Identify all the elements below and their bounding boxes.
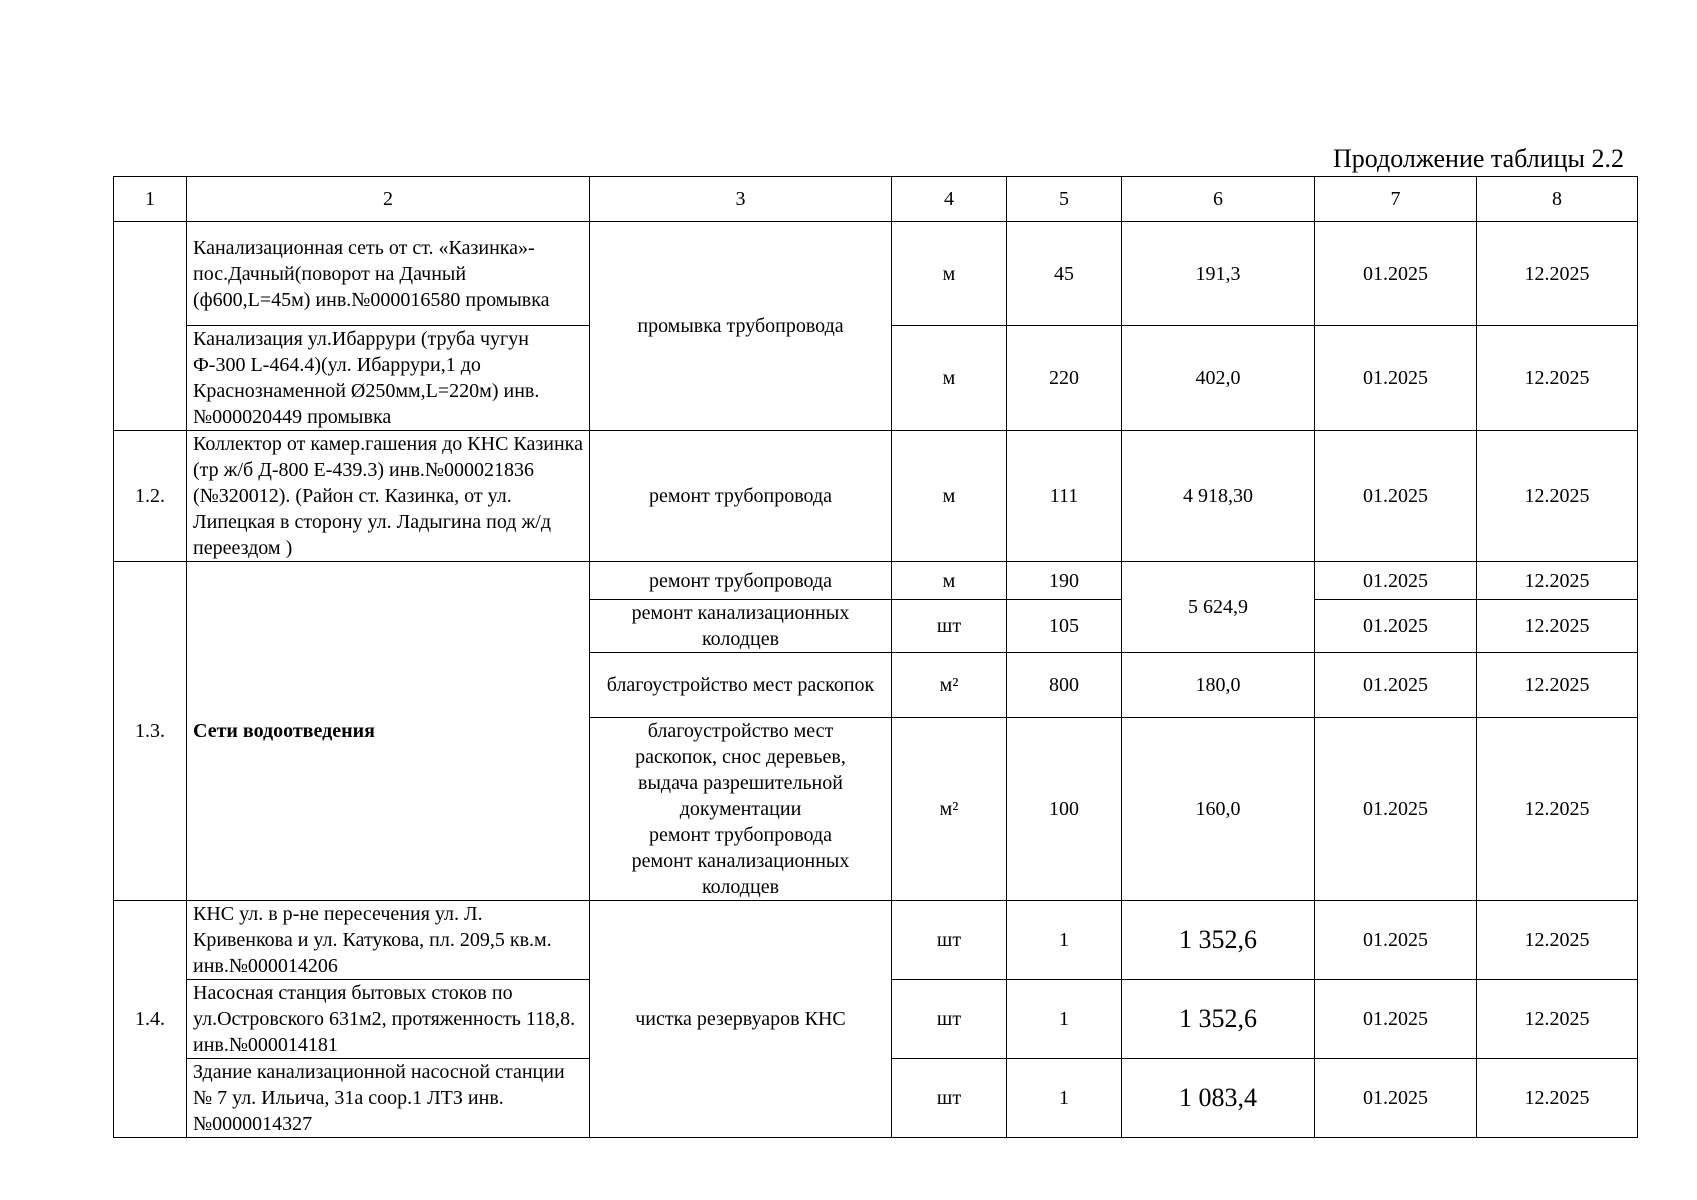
work-type-line: ремонт канализационных bbox=[631, 850, 850, 872]
work-type: благоустройство мест раскопок bbox=[590, 653, 892, 718]
row-number: 1.2. bbox=[114, 431, 187, 562]
object-name: КНС ул. в р-не пересечения ул. Л. Кривенкова и ул. Катукова, пл. 209,5 кв.м. инв.№000014206 bbox=[187, 901, 590, 980]
work-type: ремонт трубопровода bbox=[590, 431, 892, 562]
object-name: Насосная станция бытовых стоков по ул.Островского 631м2, протяженность 118,8. инв.№000014181 bbox=[187, 980, 590, 1059]
quantity-cell: 105 bbox=[1007, 600, 1122, 653]
start-date-cell: 01.2025 bbox=[1315, 901, 1477, 980]
unit-cell: м bbox=[892, 562, 1007, 600]
header-cell: 4 bbox=[892, 177, 1007, 222]
cost-cell: 160,0 bbox=[1122, 718, 1315, 901]
end-date-cell: 12.2025 bbox=[1477, 431, 1638, 562]
object-name: Сети водоотведения bbox=[187, 562, 590, 901]
work-type-line: колодцев bbox=[701, 876, 780, 898]
end-date-cell: 12.2025 bbox=[1477, 600, 1638, 653]
end-date-cell: 12.2025 bbox=[1477, 653, 1638, 718]
unit-cell: шт bbox=[892, 901, 1007, 980]
object-name: Коллектор от камер.гашения до КНС Казинка (тр ж/б Д-800 Е-439.3) инв.№000021836 (№320012). (Район ст. Казинка, от ул. Липецкая в сторону ул. Ладыгина под ж/д переездом ) bbox=[187, 431, 590, 562]
quantity-cell: 190 bbox=[1007, 562, 1122, 600]
start-date-cell: 01.2025 bbox=[1315, 653, 1477, 718]
quantity-cell: 1 bbox=[1007, 980, 1122, 1059]
quantity-cell: 100 bbox=[1007, 718, 1122, 901]
unit-cell: м² bbox=[892, 718, 1007, 901]
unit-cell: м bbox=[892, 326, 1007, 431]
start-date-cell: 01.2025 bbox=[1315, 562, 1477, 600]
work-type: ремонт канализационных колодцев bbox=[590, 600, 892, 653]
end-date-cell: 12.2025 bbox=[1477, 326, 1638, 431]
work-type: ремонт трубопровода bbox=[590, 562, 892, 600]
start-date-cell: 01.2025 bbox=[1315, 980, 1477, 1059]
work-type-line: раскопок, снос деревьев, bbox=[635, 746, 846, 768]
end-date-cell: 12.2025 bbox=[1477, 718, 1638, 901]
header-cell: 8 bbox=[1477, 177, 1638, 222]
start-date-cell: 01.2025 bbox=[1315, 431, 1477, 562]
object-name: Здание канализационной насосной станции № 7 ул. Ильича, 31а соор.1 ЛТЗ инв. №0000014327 bbox=[187, 1059, 590, 1138]
cost-cell: 1 352,6 bbox=[1122, 901, 1315, 980]
start-date-cell: 01.2025 bbox=[1315, 222, 1477, 326]
start-date-cell: 01.2025 bbox=[1315, 1059, 1477, 1138]
unit-cell: м bbox=[892, 222, 1007, 326]
table-row bbox=[114, 901, 1638, 980]
quantity-cell: 1 bbox=[1007, 1059, 1122, 1138]
header-cell: 2 bbox=[187, 177, 590, 222]
unit-cell: м bbox=[892, 431, 1007, 562]
object-name: Канализационная сеть от ст. «Казинка»-пос.Дачный(поворот на Дачный (ф600,L=45м) инв.№000016580 промывка bbox=[187, 222, 590, 326]
unit-cell: шт bbox=[892, 1059, 1007, 1138]
row-number bbox=[114, 222, 187, 431]
unit-cell: шт bbox=[892, 600, 1007, 653]
table-caption: Продолжение таблицы 2.2 bbox=[1333, 144, 1624, 173]
cost-cell: 5 624,9 bbox=[1122, 562, 1315, 653]
unit-cell: шт bbox=[892, 980, 1007, 1059]
end-date-cell: 12.2025 bbox=[1477, 901, 1638, 980]
work-type-line: документации bbox=[679, 798, 802, 820]
row-number: 1.3. bbox=[114, 562, 187, 901]
cost-cell: 4 918,30 bbox=[1122, 431, 1315, 562]
header-cell: 7 bbox=[1315, 177, 1477, 222]
end-date-cell: 12.2025 bbox=[1477, 562, 1638, 600]
cost-cell: 1 083,4 bbox=[1122, 1059, 1315, 1138]
table-row bbox=[114, 431, 1638, 562]
end-date-cell: 12.2025 bbox=[1477, 1059, 1638, 1138]
cost-cell: 402,0 bbox=[1122, 326, 1315, 431]
start-date-cell: 01.2025 bbox=[1315, 718, 1477, 901]
end-date-cell: 12.2025 bbox=[1477, 222, 1638, 326]
header-cell: 1 bbox=[114, 177, 187, 222]
works-table bbox=[113, 176, 1638, 1138]
row-number: 1.4. bbox=[114, 901, 187, 1138]
work-type: чистка резервуаров КНС bbox=[590, 901, 892, 1138]
quantity-cell: 45 bbox=[1007, 222, 1122, 326]
work-type-line: выдача разрешительной bbox=[638, 772, 843, 794]
work-type-line: благоустройство мест bbox=[647, 720, 834, 742]
quantity-cell: 111 bbox=[1007, 431, 1122, 562]
work-type-line: ремонт трубопровода bbox=[648, 824, 833, 846]
start-date-cell: 01.2025 bbox=[1315, 600, 1477, 653]
table-row bbox=[114, 562, 1638, 600]
header-cell: 5 bbox=[1007, 177, 1122, 222]
table-row bbox=[114, 222, 1638, 326]
start-date-cell: 01.2025 bbox=[1315, 326, 1477, 431]
object-name: Канализация ул.Ибаррури (труба чугун Ф-300 L-464.4)(ул. Ибаррури,1 до Краснознаменной Ø250мм,L=220м) инв.№000020449 промывка bbox=[187, 326, 590, 431]
quantity-cell: 800 bbox=[1007, 653, 1122, 718]
work-type: промывка трубопровода bbox=[590, 222, 892, 431]
header-row bbox=[114, 177, 1638, 222]
quantity-cell: 220 bbox=[1007, 326, 1122, 431]
cost-cell: 191,3 bbox=[1122, 222, 1315, 326]
cost-cell: 1 352,6 bbox=[1122, 980, 1315, 1059]
quantity-cell: 1 bbox=[1007, 901, 1122, 980]
cost-cell: 180,0 bbox=[1122, 653, 1315, 718]
header-cell: 3 bbox=[590, 177, 892, 222]
end-date-cell: 12.2025 bbox=[1477, 980, 1638, 1059]
work-type bbox=[590, 718, 892, 901]
header-cell: 6 bbox=[1122, 177, 1315, 222]
unit-cell: м² bbox=[892, 653, 1007, 718]
